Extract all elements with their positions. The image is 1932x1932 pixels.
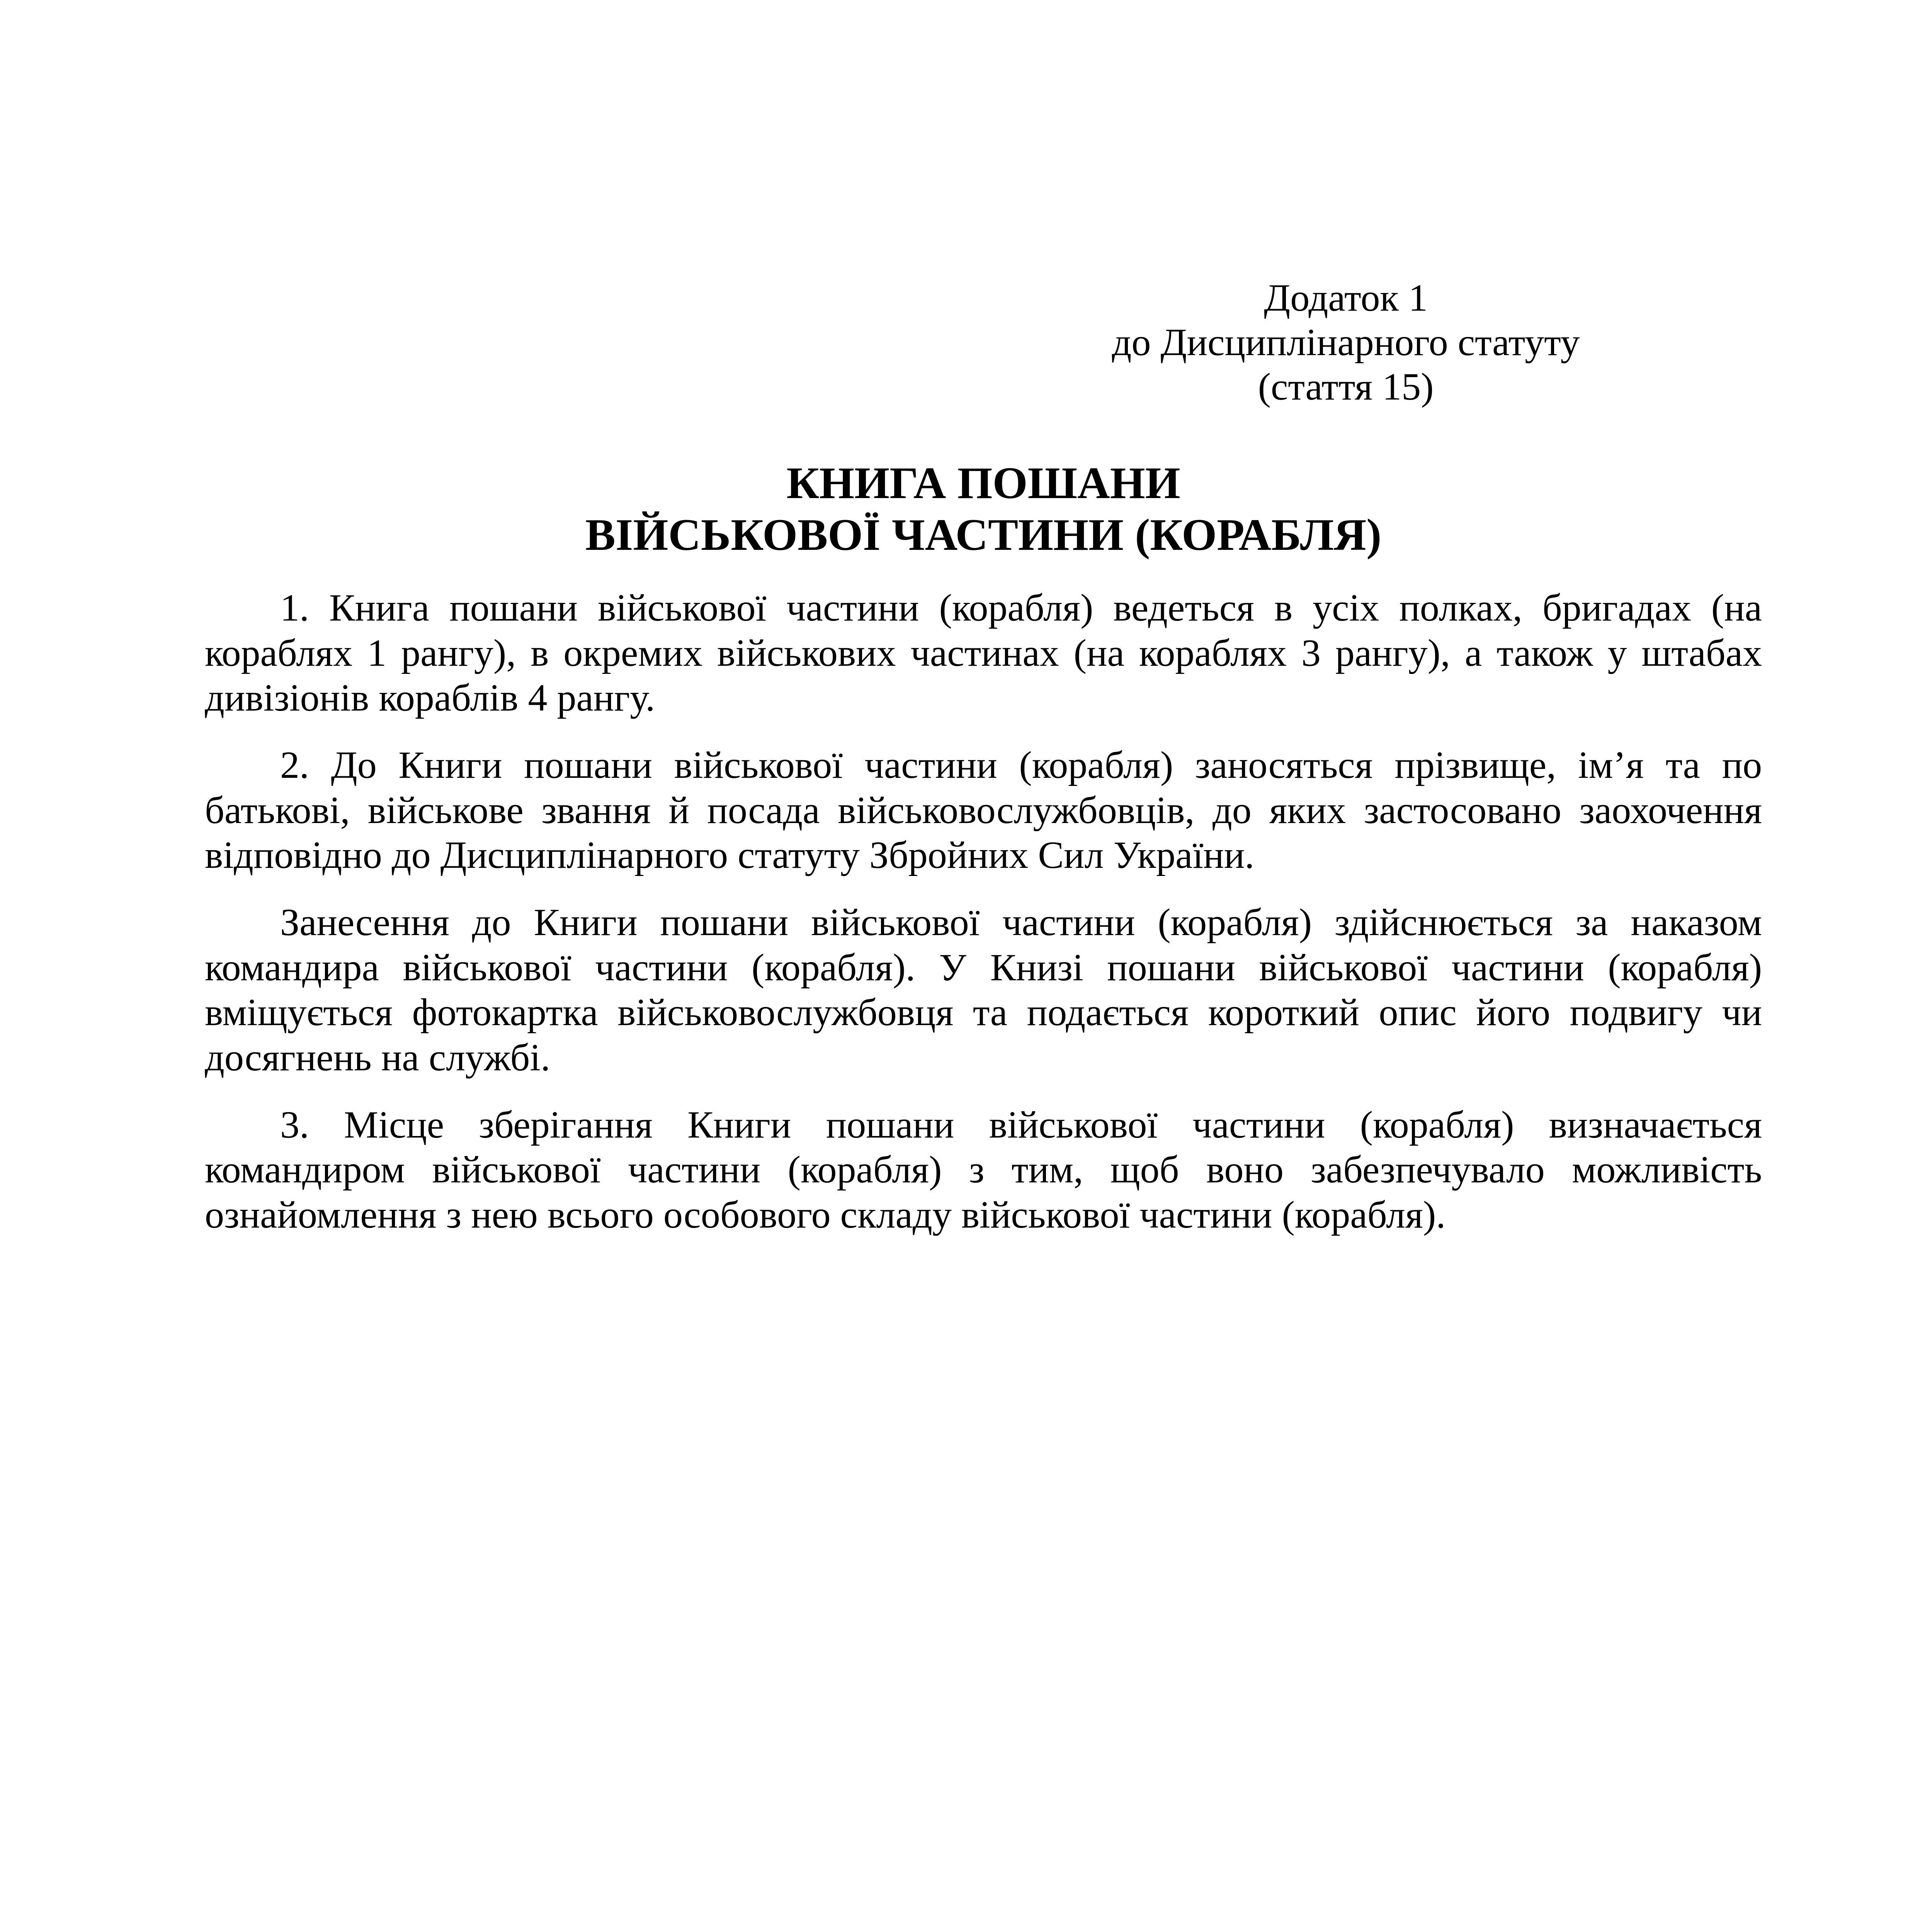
appendix-number: Додаток 1 (1264, 276, 1428, 319)
paragraph-line: ознайомлення з нею всього особового складу військової частини (корабля). (205, 1193, 1446, 1236)
title-line-1: КНИГА ПОШАНИ (786, 458, 1180, 508)
paragraph-3 (205, 900, 1762, 1080)
paragraph-4 (205, 1102, 1762, 1238)
paragraph-line: командира військової частини (корабля). У Книзі пошани військової частини (корабля) (205, 946, 1762, 989)
appendix-statute: до Дисциплінарного статуту (1112, 321, 1580, 364)
paragraph-1 (205, 585, 1762, 721)
document-title (205, 457, 1762, 561)
title-line-2: ВІЙСЬКОВОЇ ЧАСТИНИ (КОРАБЛЯ) (585, 510, 1382, 560)
paragraph-line: 2. До Книги пошани військової частини (корабля) заносяться прізвище, ім’я та по (280, 743, 1762, 786)
appendix-reference (1075, 276, 1616, 409)
paragraph-line: 3. Місце зберігання Книги пошани військової частини (корабля) визначається (280, 1103, 1762, 1146)
paragraph-line: кораблях 1 рангу), в окремих військових частинах (на кораблях 3 рангу), а також у штабах (205, 631, 1762, 674)
paragraph-line: 1. Книга пошани військової частини (корабля) ведеться в усіх полках, бригадах (на (280, 586, 1762, 629)
paragraph-line: відповідно до Дисциплінарного статуту Збройних Сил України. (205, 833, 1255, 876)
paragraph-line: досягнень на службі. (205, 1036, 551, 1079)
paragraph-line: батькові, військове звання й посада військовослужбовців, до яких застосовано заохочення (205, 788, 1762, 832)
paragraph-line: командиром військової частини (корабля) з тим, щоб воно забезпечувало можливість (205, 1148, 1762, 1191)
paragraph-line: вміщується фотокартка військовослужбовця та подається короткий опис його подвигу чи (205, 991, 1762, 1034)
paragraph-line: дивізіонів кораблів 4 рангу. (205, 676, 655, 719)
document-body (205, 585, 1762, 1260)
paragraph-2 (205, 743, 1762, 878)
paragraph-line: Занесення до Книги пошани військової частини (корабля) здійснюється за наказом (280, 901, 1762, 944)
appendix-article: (стаття 15) (1258, 365, 1434, 408)
